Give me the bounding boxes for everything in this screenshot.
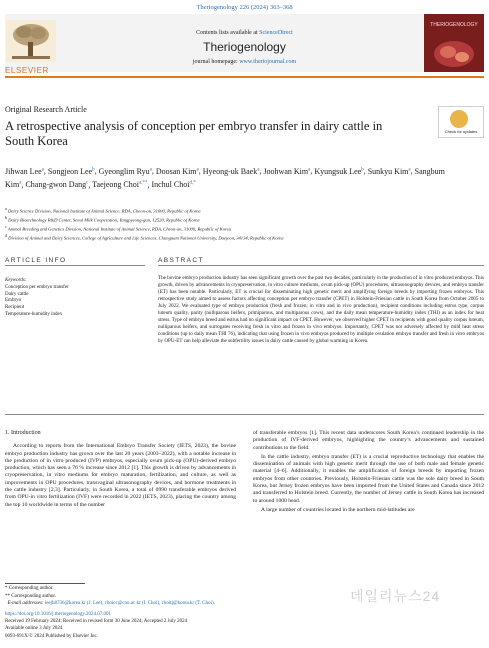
keywords-label: Keywords: xyxy=(5,278,27,283)
sciencedirect-link[interactable]: ScienceDirect xyxy=(259,30,293,36)
author[interactable]: Taejeong Choi$^{a,**}$ xyxy=(92,180,148,190)
author-list: Jihwan Lee$^a$, Songjeon Lee$^b$, Gyeonglim Ryu$^a$, Doosan Kim$^a$, Hyeong-uk Baek$^a$, Joohwan Kim$^a$, Kyungsuk Lee$^b$, Sunkyu Kim$^a$, Sangbum Kim$^a$, Chang-gwon Dang$^c$, Taejeong Choi$^{a,**}$, Inchul Choi$^{d,*}$ xyxy=(5,166,445,190)
corresponding-author-note: * Corresponding author. xyxy=(5,586,54,591)
keyword: Dairy cattle xyxy=(5,291,29,297)
author[interactable]: Songjeon Lee$^b$ xyxy=(47,166,95,176)
section-divider xyxy=(5,414,484,415)
received-dates: Received 19 February 2024; Received in revised form 30 June 2024; Accepted 2 July 2024 xyxy=(5,619,188,625)
author[interactable]: Sangbum Kim$^a$ xyxy=(5,166,445,190)
journal-title: Theriogenology xyxy=(203,40,286,54)
abstract-text: The bovine embryo production industry has seen significant growth over the past two decades, particularly in the production of in vitro produced embryos. This growth, driven by advancements in cryopreservation, in vitro culture mediums, ovum pick-up (OPU) procedures, ultrasonography devices, and embryo transfer (ET) has been notable. Particularly, ET is crucial for disseminating high genetic merit and amplifying foreign breeds by importing frozen embryos. This retrospective study aimed to assess factors affecting conception per embryo transfer (CPET) in Holstein-Friesian cattle in South Korea from October 2005 to July 2022. We evaluated type of embryo production (fresh and frozen; in vitro and in vivo production), recipient conditions including estrus type, corpus luteum quality, parity (nulliparous heifers, primiparous, and multiparous cows), and the daily mean temperature-humidity index (THI) as an index for heat stress. Type of embryo breed and estrus had no significant impact on CPET. However, we observed higher CPET in recipients with good quality corpus luteum, nulliparous heifers, and surrogates receiving fresh in vitro and frozen in vivo embryos. Importantly, CPET was not adversely affected by mild heat stress conditions (up to daily mean THI 76), indicating that using frozen in vivo embryos produced by multiple ovulation embryo transfer and fresh in vitro embryos by OPU-ET can help alleviate the subfertility issues in dairy cattle caused by global warming in Korea. xyxy=(158,275,484,344)
publication-info xyxy=(5,611,483,640)
section-divider xyxy=(5,265,145,266)
body-paragraph: of transferable embryos [1]. This recent data underscores South Korea’s continued leadership in the production of IVF-derived embryos, highlighting the country’s advancements and sustained contributions to the field. xyxy=(253,430,484,451)
copyright-line: 0093-691X/© 2024 Published by Elsevier Inc. xyxy=(5,633,98,639)
affiliation: $^d$ Division of Animal and Dairy Sciences, College of Agriculture and Life Sciences, Chungnam National University, Daejeon, 34134, Republic of Korea xyxy=(5,233,284,241)
body-column-right xyxy=(253,430,484,516)
watermark: 데일리뉴스24 xyxy=(350,588,441,604)
body-column-left xyxy=(5,430,236,511)
elsevier-wordmark: ELSEVIER xyxy=(5,66,49,75)
affiliation: $^c$ Animal Breeding and Genetics Division, National Institute of Animal Science, RDA, Cheon-an, 31000, Republic of Korea xyxy=(5,224,231,232)
author[interactable]: Sunkyu Kim$^a$ xyxy=(367,166,411,176)
body-paragraph: A large number of countries located in the northern mid-latitudes are xyxy=(261,506,415,513)
journal-cover-image xyxy=(424,14,484,72)
affiliation: $^b$ Dairy Biotechnology R&D Center, Seoul Milk Cooperation, Yangpyeong-gun, 12520, Republic of Korea xyxy=(5,215,200,223)
corresponding-author-note: ** Corresponding author. xyxy=(5,593,56,599)
section-divider xyxy=(158,265,484,266)
keyword: Temperature-humidity index xyxy=(5,311,63,317)
header-divider xyxy=(5,76,484,78)
affiliation: $^a$ Dairy Science Division, National Institute of Animal Science, RDA, Cheon-an, 31000, Republic of Korea xyxy=(5,206,201,214)
author[interactable]: Hyeong-uk Baek$^a$ xyxy=(202,166,260,176)
introduction-heading: 1. Introduction xyxy=(5,430,41,436)
body-paragraph: In the cattle industry, embryo transfer (ET) is a crucial reproductive technology that enables the dissemination of animals with high genetic merit through the use of both male and female genetic material [4–6]. Additionally, it enables the amplification of foreign breeds by importing frozen embryos from other countries. Previously, Holstein-Friesian cattle was the sole dairy breed in South Korea, but Jersey frozen embryos have been imported from the United States and Canada since 2012 and transferred to Holstein breed. Currently, the number of Jersey cattle in South Korea has increased to around 1000 head. xyxy=(253,453,484,504)
contents-line xyxy=(0,30,489,36)
contents-prefix: Contents lists available at xyxy=(196,30,260,36)
badge-label: Check for updates xyxy=(444,129,478,134)
author[interactable]: Doosan Kim$^a$ xyxy=(155,166,199,176)
author[interactable]: Kyungsuk Lee$^b$ xyxy=(314,166,364,176)
author[interactable]: Chang-gwon Dang$^c$ xyxy=(25,180,89,190)
keyword: Recipient xyxy=(5,305,25,311)
cover-art-icon xyxy=(424,32,484,72)
keywords-block xyxy=(5,278,145,319)
affiliations xyxy=(5,206,483,242)
doi-link[interactable]: https://doi.org/10.1016/j.theriogenology.2024.07.001 xyxy=(5,612,111,617)
journal-homepage-link[interactable]: www.theriojournal.com xyxy=(239,59,297,65)
available-online: Available online 3 July 2024 xyxy=(5,626,63,632)
homepage-line xyxy=(0,59,489,65)
keyword: Embryo xyxy=(5,298,22,304)
author[interactable]: Joohwan Kim$^a$ xyxy=(263,166,311,176)
keyword: Conception per embryo transfer xyxy=(5,284,69,290)
update-icon xyxy=(450,110,468,128)
homepage-prefix: journal homepage: xyxy=(192,59,240,65)
email-label: E-mail addresses: xyxy=(7,601,44,606)
author[interactable]: Jihwan Lee$^a$ xyxy=(5,166,44,176)
abstract-heading: ABSTRACT xyxy=(158,257,204,264)
author[interactable]: Inchul Choi$^{d,*}$ xyxy=(151,180,196,190)
article-title: A retrospective analysis of conception per embryo transfer in dairy cattle in South Korea xyxy=(5,119,383,148)
check-for-updates-badge[interactable] xyxy=(438,106,484,138)
author[interactable]: Gyeonglim Ryu$^a$ xyxy=(98,166,152,176)
article-info-heading: ARTICLE INFO xyxy=(5,257,67,264)
footnote-divider xyxy=(5,583,85,584)
journal-reference[interactable]: Theriogenology 226 (2024) 363–368 xyxy=(196,4,293,11)
cover-title: THERIOGENOLOGY xyxy=(430,22,478,28)
email-addresses[interactable]: leejh8736@korea.kr (J. Lee), choicc@cnu.ac.kr (I. Choi), choitj@korea.kr (T. Choi). xyxy=(44,601,215,606)
body-paragraph: According to reports from the International Embryo Transfer Society (IETS, 2023), the bovine embryo production industry has grown over the last 20 years (2003–2022), with a notable increase in the production of in vitro produced (IVP) embryos, especially ovum pick-up (OPU)-derived embryo production, which has seen a 76 % increase since 2012 [1]. This growth is driven by advancements in cryopreservation, in vitro mediums for embryo maturation, fertilization, and culture, as well as improvements in OPU procedures, transvaginal ultrasonography devices, and hormone treatments in the cattle industry [2,3]. Particularly, in South Korea, a total of 0990 transferable embryos derived from OPU-in vitro fertilization (IVF) were recorded in 2022 (IETS, 2023), placing the country among the top 10 worldwide in terms of the number xyxy=(5,443,236,508)
article-type: Original Research Article xyxy=(5,105,87,114)
